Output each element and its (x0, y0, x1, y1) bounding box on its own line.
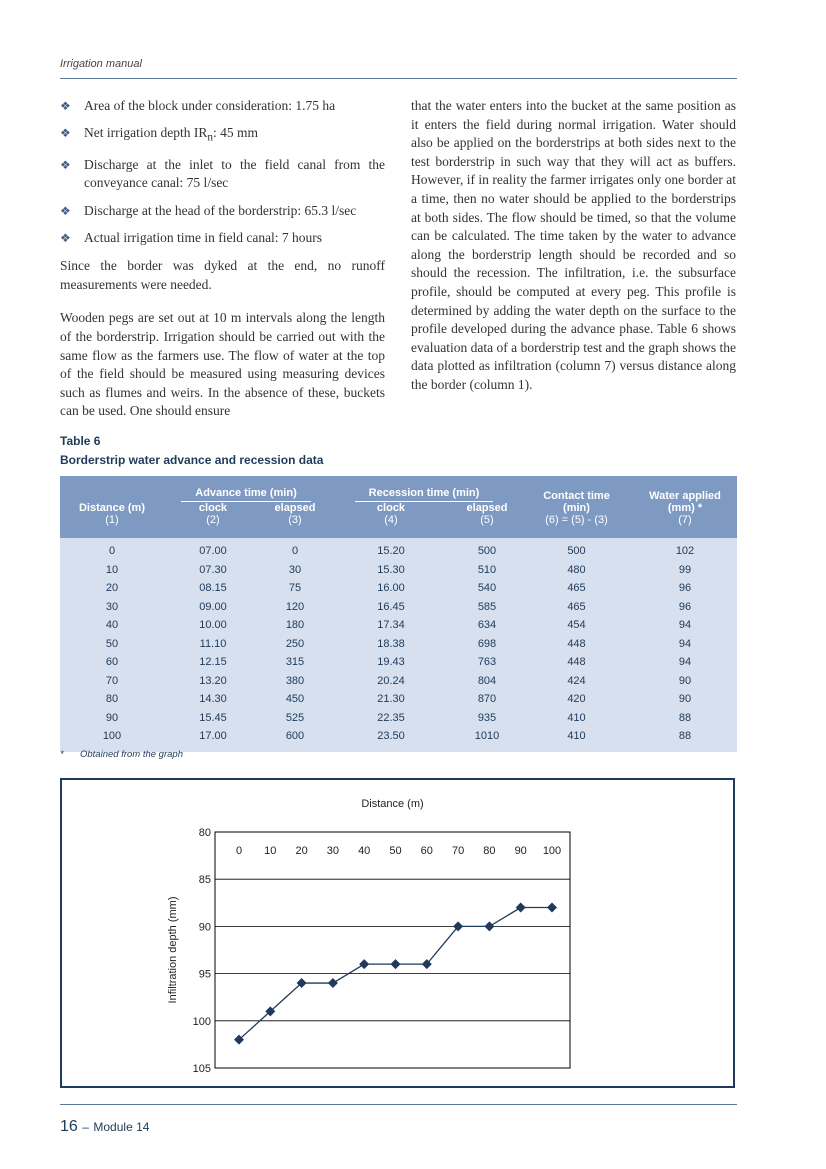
y-tick-label: 105 (192, 1063, 211, 1075)
diamond-bullet-icon: ❖ (60, 99, 71, 113)
table-cell: 40 (60, 616, 164, 635)
list-item: ❖ Net irrigation depth $IR_n$: 45 mm (60, 125, 258, 144)
table-cell: 19.43 (328, 653, 454, 672)
col-header: elapsed (3) (262, 502, 328, 532)
advance-group-header: Advance time (min) (181, 487, 310, 502)
table-cell: 15.30 (328, 561, 454, 580)
table-cell: 465 (520, 598, 633, 617)
table-cell: 88 (633, 727, 737, 746)
page-number: 16 (60, 1118, 78, 1135)
paragraph-pegs: Wooden pegs are set out at 10 m intervals along the length of the borderstrip. Irrigation should be carried out with the same flow as the farmers use. The flow of water at the top of the field should be measured using measuring devices such as flumes and weirs. In the absence of these, buckets can be used. One should ensure (60, 310, 385, 419)
table-cell: 90 (60, 709, 164, 728)
table-footnote: * Obtained from the graph (60, 749, 183, 760)
x-tick-label: 90 (514, 845, 527, 857)
table-cell: 20 (60, 579, 164, 598)
table-cell: 10.00 (164, 616, 262, 635)
table-cell: 60 (60, 653, 164, 672)
table-cell: 99 (633, 561, 737, 580)
table-cell: 454 (520, 616, 633, 635)
plot-area (215, 832, 570, 1068)
advance-recession-table (60, 476, 737, 752)
table-cell: 94 (633, 616, 737, 635)
table-cell: 424 (520, 672, 633, 691)
table-row (60, 538, 737, 561)
x-tick-label: 60 (420, 845, 433, 857)
x-tick-label: 80 (483, 845, 496, 857)
table-cell: 600 (262, 727, 328, 746)
table-cell: 480 (520, 561, 633, 580)
table-cell: 0 (60, 538, 164, 561)
recession-group-header: Recession time (min) (355, 487, 494, 502)
table-row (60, 635, 737, 654)
table-cell: 315 (262, 653, 328, 672)
x-tick-label: 70 (451, 845, 465, 857)
table-cell: 510 (454, 561, 520, 580)
table-cell: 585 (454, 598, 520, 617)
table-cell: 80 (60, 690, 164, 709)
table-row (60, 653, 737, 672)
table-row (60, 579, 737, 598)
y-tick-label: 95 (198, 968, 211, 981)
list-item: ❖ Discharge at the inlet to the field canal from the conveyance canal: 75 l/sec (60, 156, 385, 191)
table-cell: 120 (262, 598, 328, 617)
table-cell: 935 (454, 709, 520, 728)
table-cell: 15.45 (164, 709, 262, 728)
paragraph-procedure: that the water enters into the bucket at the same position as it enters the field during normal irrigation. Water should also be applied on the borderstrips at both sides next to the test borderstrip in such way that they will act as buffers. However, if in reality the farmer irrigates only one border at a time, then no water should be applied to the borderstrips at both sides. The flow should be timed, so that the volume can be calculated. The time taken by the water to advance along the borderstrip length should be recorded and so should the recession. The infiltration, i.e. the subsurface profile, should be computed at every peg. This profile is determined by adding the water depth on the surface to the profile developed during the advance phase. Table 6 shows evaluation data of a borderstrip test and the graph shows the data plotted as infiltration (column 7) versus distance along the border (column 1). (411, 98, 736, 392)
data-point (391, 959, 401, 969)
col-header: (min) (6) = (5) - (3) (520, 502, 633, 532)
right-column (411, 97, 736, 410)
table-cell: 102 (633, 538, 737, 561)
list-item: ❖ Discharge at the head of the borderstrip: 65.3 l/sec (60, 202, 385, 221)
x-tick-label: 0 (235, 845, 243, 857)
paragraph-runoff: Since the border was dyked at the end, no runoff measurements were needed. (60, 258, 385, 292)
table-cell: 465 (520, 579, 633, 598)
table-cell: 634 (454, 616, 520, 635)
table-cell: 08.15 (164, 579, 262, 598)
table-cell: 14.30 (164, 690, 262, 709)
x-tick-label: 50 (389, 845, 402, 857)
table-cell: 420 (520, 690, 633, 709)
table-cell: 96 (633, 598, 737, 617)
table-cell: 75 (262, 579, 328, 598)
table-row (60, 690, 737, 709)
module-label: Module 14 (93, 1120, 150, 1134)
table-cell: 30 (60, 598, 164, 617)
table-cell: 250 (262, 635, 328, 654)
table-title: Borderstrip water advance and recession data (60, 453, 324, 467)
col-header: elapsed (5) (454, 502, 520, 532)
table-cell: 13.20 (164, 672, 262, 691)
table-cell: 18.38 (328, 635, 454, 654)
table-cell: 16.00 (328, 579, 454, 598)
table-cell: 50 (60, 635, 164, 654)
table-row (60, 727, 737, 746)
table-cell: 20.24 (328, 672, 454, 691)
left-column (60, 97, 385, 436)
y-tick-label: 85 (198, 874, 211, 887)
table-cell: 540 (454, 579, 520, 598)
table-cell: 96 (633, 579, 737, 598)
y-tick-label: 80 (198, 827, 211, 839)
running-header: Irrigation manual (60, 58, 142, 70)
table-cell: 0 (262, 538, 328, 561)
table-cell: 17.34 (328, 616, 454, 635)
table-cell: 17.00 (164, 727, 262, 746)
chart-frame (60, 778, 735, 1088)
table-cell: 94 (633, 653, 737, 672)
x-tick-label: 20 (295, 845, 308, 857)
table-cell: 410 (520, 709, 633, 728)
table-cell: 1010 (454, 727, 520, 746)
table-cell: 90 (633, 690, 737, 709)
table-cell: 450 (262, 690, 328, 709)
x-tick-label: 40 (358, 845, 371, 857)
water-applied-header: Water applied (633, 476, 737, 502)
table-cell: 23.50 (328, 727, 454, 746)
table-cell: 448 (520, 653, 633, 672)
table-cell: 100 (60, 727, 164, 746)
data-point (328, 978, 338, 988)
table-row (60, 561, 737, 580)
chart-title: Distance (m) (361, 798, 424, 810)
table-cell: 448 (520, 635, 633, 654)
table-cell: 70 (60, 672, 164, 691)
table-row (60, 672, 737, 691)
table-cell: 09.00 (164, 598, 262, 617)
table-cell: 12.15 (164, 653, 262, 672)
table-label: Table 6 (60, 434, 101, 448)
diamond-bullet-icon: ❖ (60, 203, 71, 218)
table-cell: 870 (454, 690, 520, 709)
table-cell: 30 (262, 561, 328, 580)
table-cell: 21.30 (328, 690, 454, 709)
table-row (60, 709, 737, 728)
table-cell: 525 (262, 709, 328, 728)
infiltration-chart (62, 780, 733, 1086)
table-cell: 11.10 (164, 635, 262, 654)
table-cell: 88 (633, 709, 737, 728)
table-cell: 07.00 (164, 538, 262, 561)
diamond-bullet-icon: ❖ (60, 157, 71, 172)
parameter-list (60, 97, 385, 247)
table-cell: 763 (454, 653, 520, 672)
table-cell: 500 (520, 538, 633, 561)
table-cell: 500 (454, 538, 520, 561)
table-cell: 22.35 (328, 709, 454, 728)
x-tick-label: 30 (326, 845, 340, 857)
table-cell: 180 (262, 616, 328, 635)
y-tick-label: 100 (192, 1015, 211, 1028)
data-point (547, 903, 557, 913)
col-header: Distance (m) (1) (60, 502, 164, 532)
header-rule (60, 78, 737, 79)
table-cell: 10 (60, 561, 164, 580)
y-axis-label: Infiltration depth (mm) (167, 896, 179, 1004)
table-cell: 15.20 (328, 538, 454, 561)
table-row (60, 598, 737, 617)
col-header: clock (4) (328, 502, 454, 532)
x-tick-label: 10 (264, 845, 277, 857)
diamond-bullet-icon: ❖ (60, 230, 71, 245)
table-cell: 16.45 (328, 598, 454, 617)
table-cell: 90 (633, 672, 737, 691)
list-item: ❖ Actual irrigation time in field canal: 7 hours (60, 229, 385, 248)
diamond-bullet-icon: ❖ (60, 126, 71, 141)
table-cell: 804 (454, 672, 520, 691)
table-cell: 07.30 (164, 561, 262, 580)
table-row (60, 616, 737, 635)
data-point (516, 903, 526, 913)
table-cell: 698 (454, 635, 520, 654)
footer-rule (60, 1104, 737, 1105)
x-tick-label: 100 (542, 845, 562, 857)
table-cell: 410 (520, 727, 633, 746)
data-point (484, 921, 494, 931)
col-header: clock (2) (164, 502, 262, 532)
col-header: (mm) * (7) (633, 502, 737, 532)
table-cell: 380 (262, 672, 328, 691)
page-footer: 16 – Module 14 (60, 1118, 150, 1135)
list-item: ❖ Area of the block under consideration: 1.75 ha (60, 97, 385, 116)
data-point (359, 959, 369, 969)
y-tick-label: 90 (198, 921, 211, 934)
table-cell: 94 (633, 635, 737, 654)
contact-time-header: Contact time (520, 476, 633, 502)
